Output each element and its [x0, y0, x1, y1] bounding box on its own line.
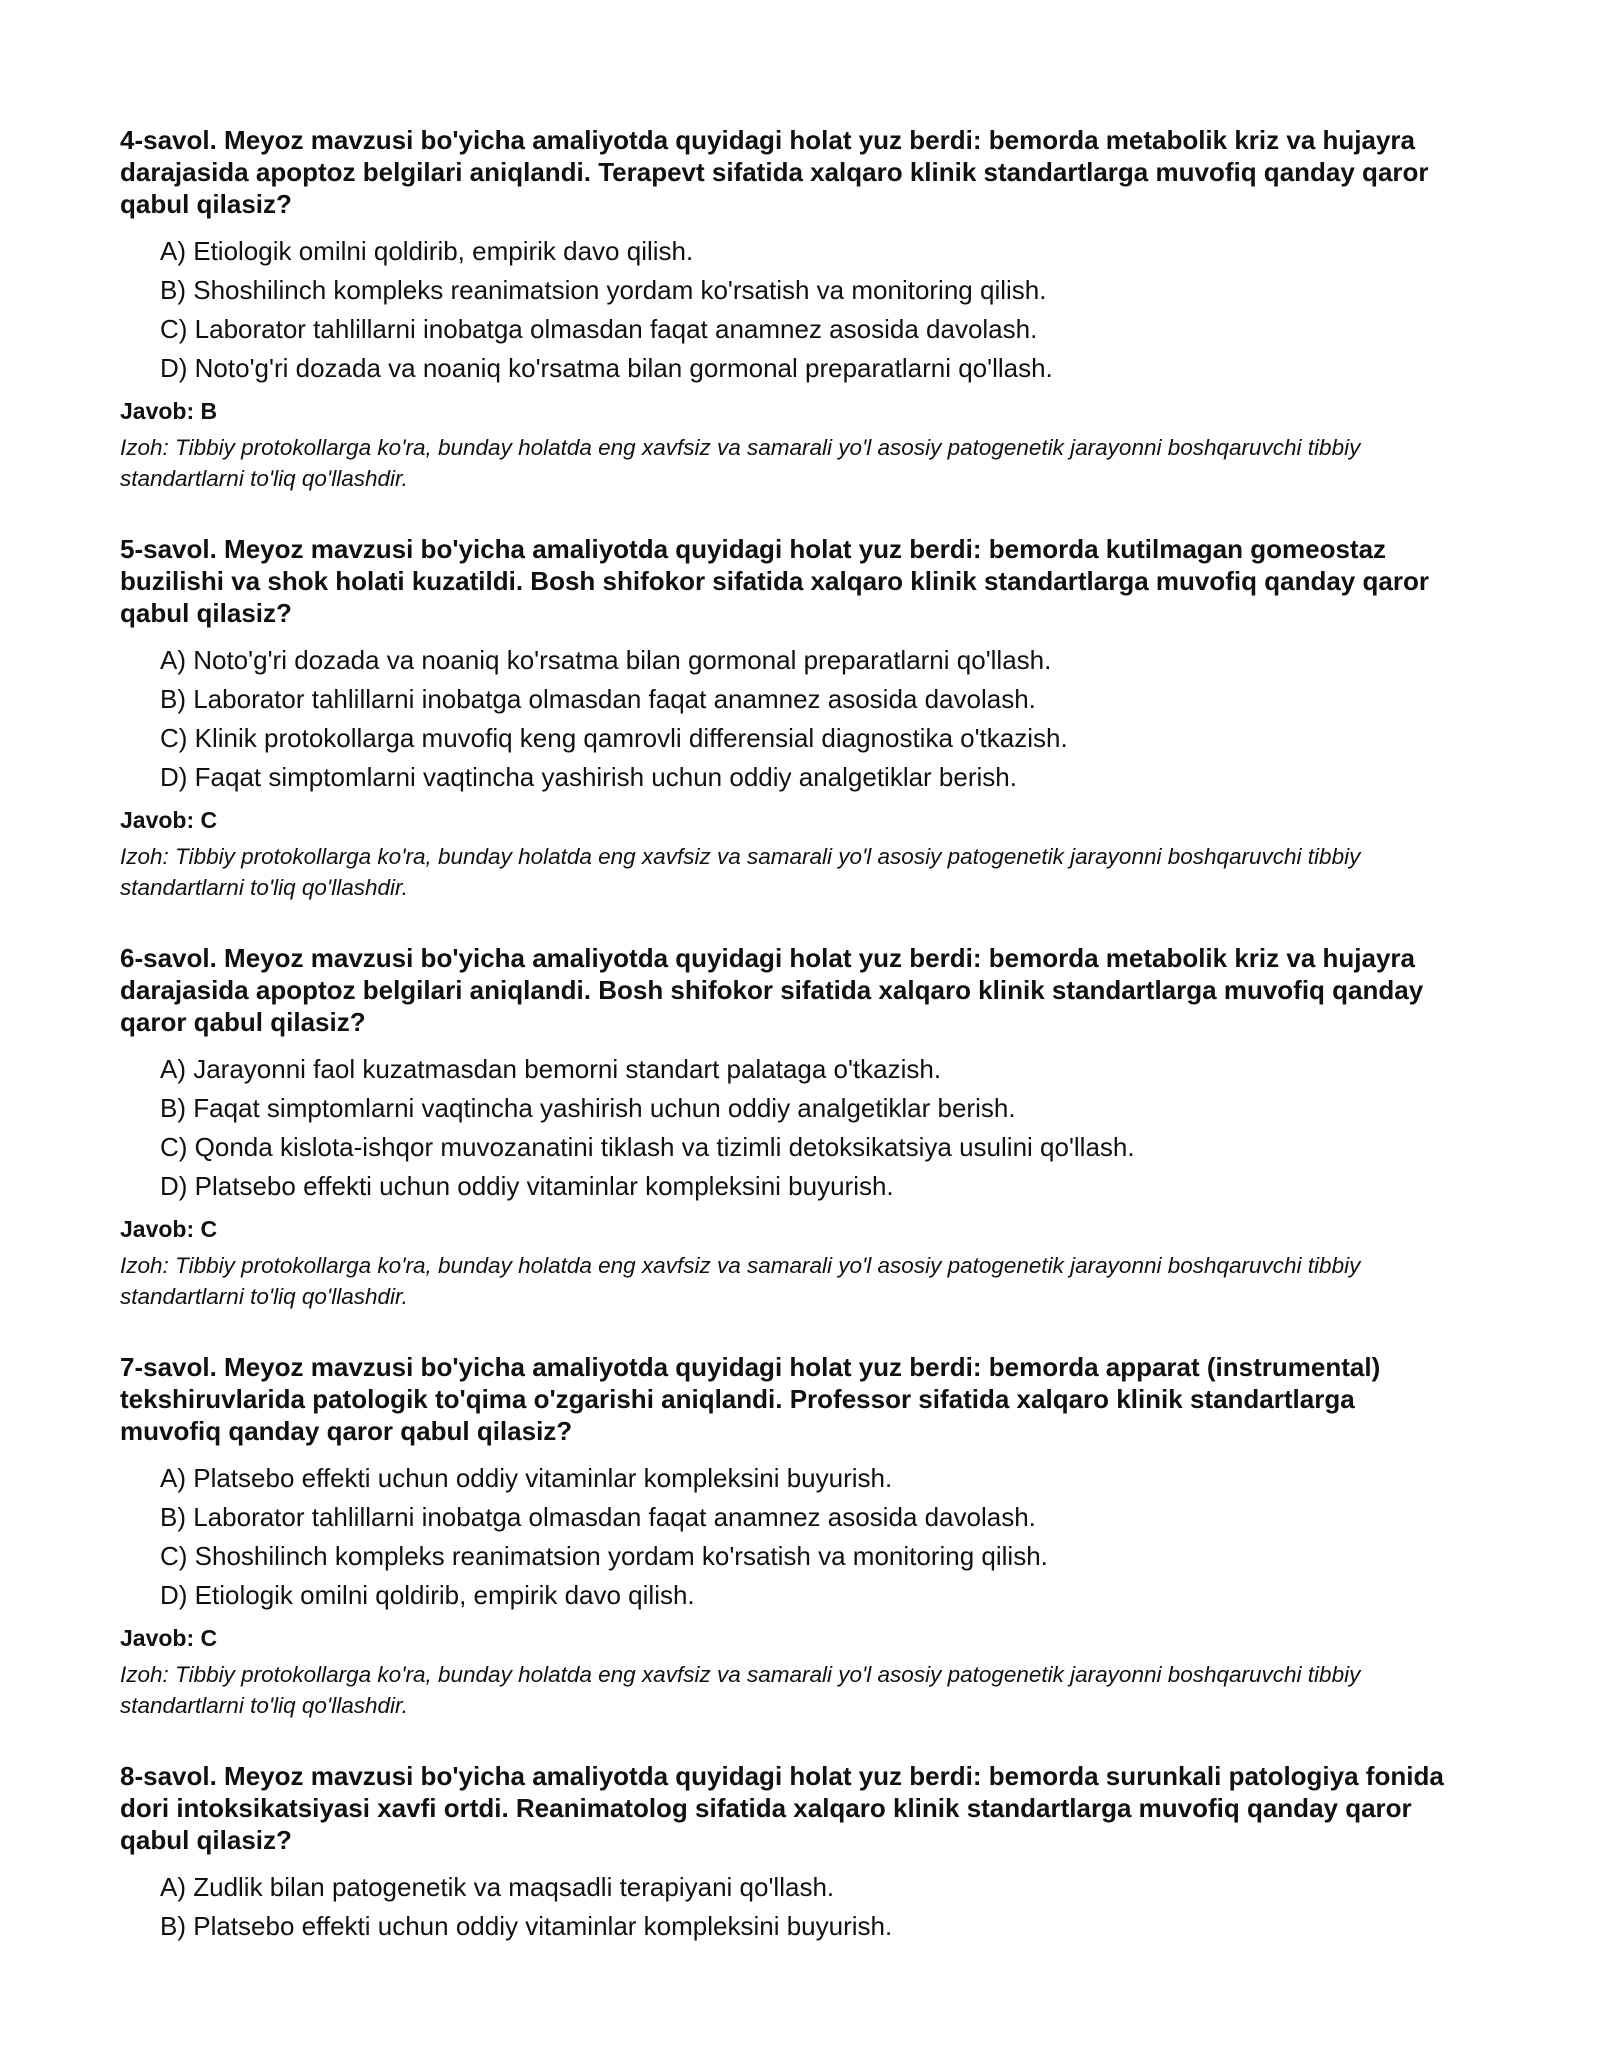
explanation-note: Izoh: Tibbiy protokollarga ko'ra, bunday holatda eng xavfsiz va samarali yo'l asosiy patogenetik jarayonni boshqaruvchi tibbiy standartlarni to'liq qo'llashdir. — [120, 844, 1361, 900]
explanation-note: Izoh: Tibbiy protokollarga ko'ra, bunday holatda eng xavfsiz va samarali yo'l asosiy patogenetik jarayonni boshqaruvchi tibbiy standartlarni to'liq qo'llashdir. — [120, 1662, 1361, 1718]
option-a: A) Jarayonni faol kuzatmasdan bemorni standart palataga o'tkazish. — [160, 1054, 942, 1084]
option-d: D) Noto'g'ri dozada va noaniq ko'rsatma bilan gormonal preparatlarni qo'llash. — [160, 353, 1053, 383]
option-a: A) Noto'g'ri dozada va noaniq ko'rsatma bilan gormonal preparatlarni qo'llash. — [160, 645, 1052, 675]
explanation-note: Izoh: Tibbiy protokollarga ko'ra, bunday holatda eng xavfsiz va samarali yo'l asosiy patogenetik jarayonni boshqaruvchi tibbiy standartlarni to'liq qo'llashdir. — [120, 1253, 1361, 1309]
option-b: B) Laborator tahlillarni inobatga olmasdan faqat anamnez asosida davolash. — [160, 684, 1036, 714]
option-b: B) Faqat simptomlarni vaqtincha yashirish uchun oddiy analgetiklar berish. — [160, 1093, 1016, 1123]
option-d: D) Etiologik omilni qoldirib, empirik davo qilish. — [160, 1580, 695, 1610]
answer-options — [160, 1459, 1460, 1615]
answer-options — [160, 1050, 1460, 1206]
answer-label: Javob: C — [120, 807, 218, 833]
option-c: C) Laborator tahlillarni inobatga olmasdan faqat anamnez asosida davolash. — [160, 314, 1038, 344]
option-a: A) Etiologik omilni qoldirib, empirik davo qilish. — [160, 236, 694, 266]
option-c: C) Shoshilinch kompleks reanimatsion yordam ko'rsatish va monitoring qilish. — [160, 1541, 1048, 1571]
question-block — [120, 124, 1460, 494]
option-c: C) Klinik protokollarga muvofiq keng qamrovli differensial diagnostika o'tkazish. — [160, 723, 1068, 753]
answer-options — [160, 1868, 1460, 1946]
option-d: D) Platsebo effekti uchun oddiy vitaminlar kompleksini buyurish. — [160, 1171, 894, 1201]
answer-options — [160, 641, 1460, 797]
question-title: 5-savol. Meyoz mavzusi bo'yicha amaliyotda quyidagi holat yuz berdi: bemorda kutilmagan gomeostaz buzilishi va shok holati kuzatildi. Bosh shifokor sifatida xalqaro klinik standartlarga muvofiq qanday qaror qabul qilasiz? — [120, 534, 1429, 628]
question-block — [120, 942, 1460, 1312]
option-d: D) Faqat simptomlarni vaqtincha yashirish uchun oddiy analgetiklar berish. — [160, 762, 1017, 792]
option-b: B) Laborator tahlillarni inobatga olmasdan faqat anamnez asosida davolash. — [160, 1502, 1036, 1532]
answer-options — [160, 232, 1460, 388]
option-b: B) Shoshilinch kompleks reanimatsion yordam ko'rsatish va monitoring qilish. — [160, 275, 1047, 305]
question-block — [120, 1760, 1460, 1946]
answer-label: Javob: C — [120, 1625, 218, 1651]
option-a: A) Zudlik bilan patogenetik va maqsadli terapiyani qo'llash. — [160, 1872, 835, 1902]
question-title: 8-savol. Meyoz mavzusi bo'yicha amaliyotda quyidagi holat yuz berdi: bemorda surunkali patologiya fonida dori intoksikatsiyasi xavfi ortdi. Reanimatolog sifatida xalqaro klinik standartlarga muvofiq qanday qaror qabul qilasiz? — [120, 1761, 1444, 1855]
question-block — [120, 533, 1460, 903]
explanation-note: Izoh: Tibbiy protokollarga ko'ra, bunday holatda eng xavfsiz va samarali yo'l asosiy patogenetik jarayonni boshqaruvchi tibbiy standartlarni to'liq qo'llashdir. — [120, 435, 1361, 491]
answer-label: Javob: B — [120, 398, 218, 424]
question-title: 7-savol. Meyoz mavzusi bo'yicha amaliyotda quyidagi holat yuz berdi: bemorda apparat (instrumental) tekshiruvlarida patologik to'qima o'zgarishi aniqlandi. Professor sifatida xalqaro klinik standartlarga muvofiq qanday qaror qabul qilasiz? — [120, 1352, 1381, 1446]
option-c: C) Qonda kislota-ishqor muvozanatini tiklash va tizimli detoksikatsiya usulini qo'llash. — [160, 1132, 1135, 1162]
question-block — [120, 1351, 1460, 1721]
option-a: A) Platsebo effekti uchun oddiy vitaminlar kompleksini buyurish. — [160, 1463, 893, 1493]
question-title: 4-savol. Meyoz mavzusi bo'yicha amaliyotda quyidagi holat yuz berdi: bemorda metabolik kriz va hujayra darajasida apoptoz belgilari aniqlandi. Terapevt sifatida xalqaro klinik standartlarga muvofiq qanday qaror qabul qilasiz? — [120, 125, 1429, 219]
answer-label: Javob: C — [120, 1216, 218, 1242]
option-b: B) Platsebo effekti uchun oddiy vitaminlar kompleksini buyurish. — [160, 1911, 893, 1941]
question-title: 6-savol. Meyoz mavzusi bo'yicha amaliyotda quyidagi holat yuz berdi: bemorda metabolik kriz va hujayra darajasida apoptoz belgilari aniqlandi. Bosh shifokor sifatida xalqaro klinik standartlarga muvofiq qanday qaror qabul qilasiz? — [120, 943, 1424, 1037]
